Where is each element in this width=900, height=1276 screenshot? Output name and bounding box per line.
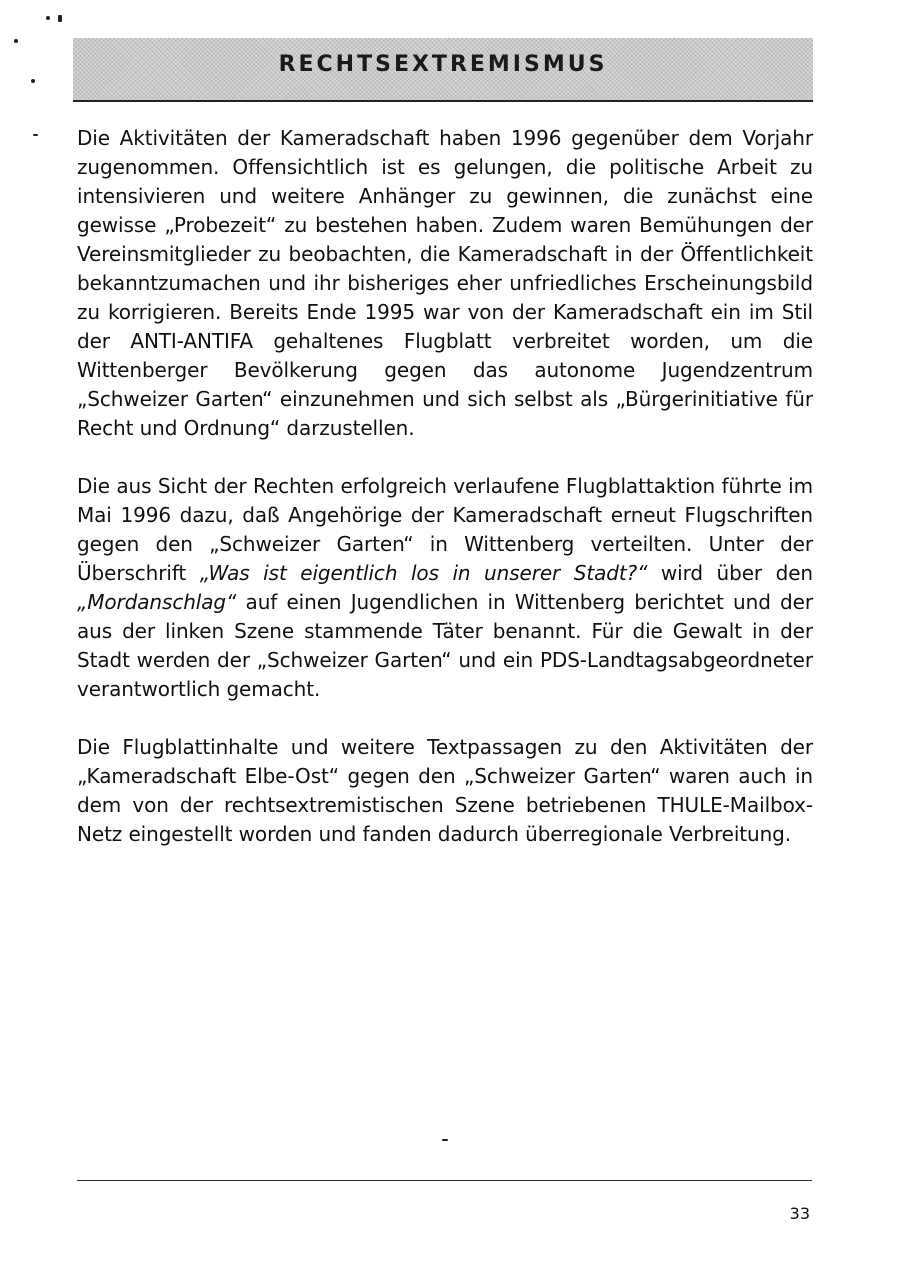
quoted-headline: „Was ist eigentlich los in unserer Stadt?“ (199, 561, 648, 585)
scan-speck (46, 16, 50, 20)
paragraph-2-text-c: auf einen Jugendlichen in Wittenberg berichtet und der aus der linken Szene stammende Täter benannt. Für die Gewalt in der Stadt werden der „Schweizer Garten“ und ein PDS-Landtagsabgeordneter verantwortlich gemacht. (77, 590, 813, 701)
scan-speck (33, 134, 38, 136)
paragraph-3: Die Flugblattinhalte und weitere Textpassagen zu den Aktivitäten der „Kameradschaft Elbe-Ost“ gegen den „Schweizer Garten“ waren auch in dem von der rechtsextremistischen Szene betriebenen THULE-Mailbox-Netz eingestellt worden und fanden dadurch überregionale Verbreitung. (77, 735, 813, 846)
section-title: RECHTSEXTREMISMUS (278, 52, 608, 77)
paragraph-1: Die Aktivitäten der Kameradschaft haben 1996 gegenüber dem Vorjahr zugenommen. Offensichtlich ist es gelungen, die politische Arbeit zu intensivieren und weitere Anhänger zu gewinnen, die zunächst eine gewisse „Probezeit“ zu bestehen haben. Zudem waren Bemühungen der Vereinsmitglieder zu beobachten, die Kameradschaft in der Öffentlichkeit bekanntzumachen und ihr bisheriges eher unfriedliches Erscheinungsbild zu korrigieren. Bereits Ende 1995 war von der Kameradschaft ein im Stil der ANTI-ANTIFA gehaltenes Flugblatt verbreitet worden, um die Wittenberger Bevölkerung gegen das autonome Jugendzentrum „Schweizer Garten“ einzunehmen und sich selbst als „Bürgerinitiative für Recht und Ordnung“ darzustellen. (77, 126, 813, 440)
paragraph-2-text-a: Die aus Sicht der Rechten erfolgreich verlaufene Flugblattaktion führte im Mai 1996 dazu, daß Angehörige der Kameradschaft erneut Flugschriften gegen den „Schweizer Garten“ in Wittenberg verteilten. Unter der Überschrift (77, 474, 813, 585)
paragraph-2 (77, 472, 813, 704)
section-header-band (73, 38, 813, 100)
scan-speck (14, 39, 18, 43)
footer-rule (77, 1180, 812, 1181)
scan-speck (31, 79, 35, 83)
scan-speck (442, 1139, 448, 1141)
scan-speck (58, 15, 62, 22)
header-rule (73, 100, 813, 102)
page-number: 33 (789, 1204, 810, 1223)
body-text (77, 124, 813, 878)
quoted-term: „Mordanschlag“ (77, 590, 237, 614)
paragraph-2-text-b: wird über den (647, 561, 813, 585)
